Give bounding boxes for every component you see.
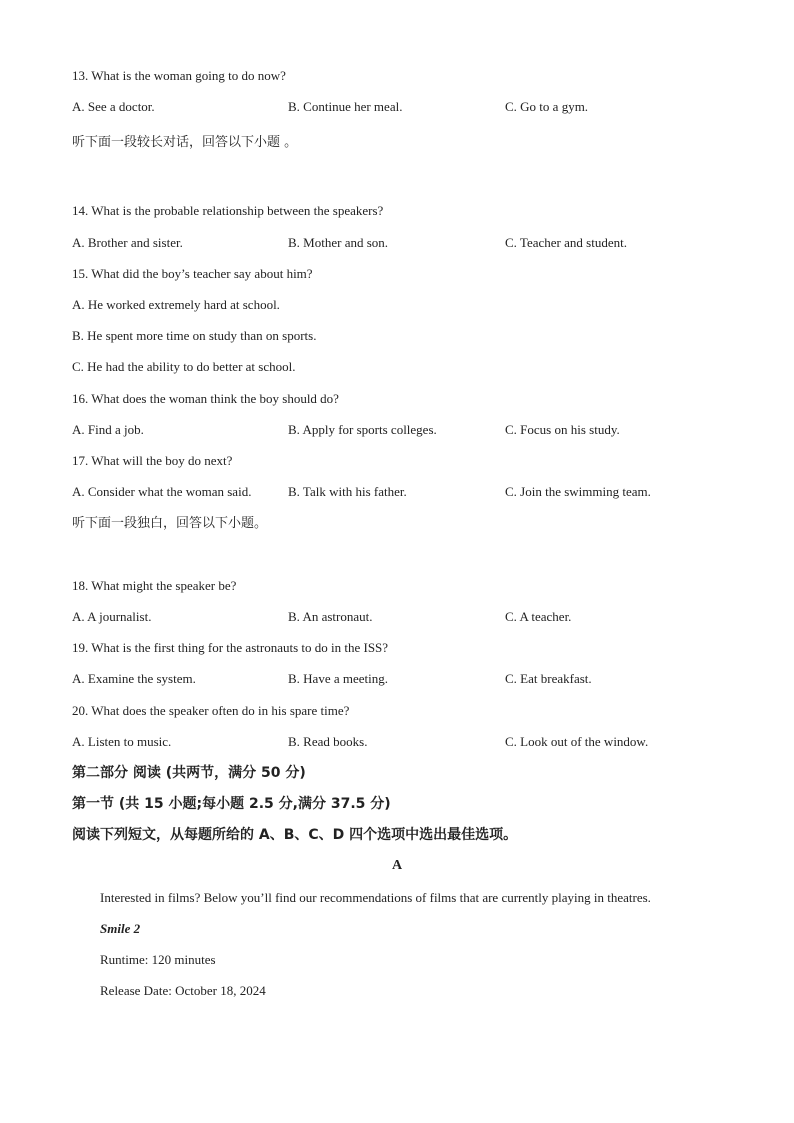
question-14-stem: 14. What is the probable relationship between the speakers? [72,203,384,218]
reading-instruction: 阅读下列短文，从每题所给的 A、B、C、D 四个选项中选出最佳选项。 [72,827,518,843]
instruction-monologue: 听下面一段独白，回答以下小题。 [72,516,268,531]
question-16-option-b: B. Apply for sports colleges. [288,422,437,437]
question-13-option-b: B. Continue her meal. [288,99,403,114]
film-runtime: Runtime: 120 minutes [100,952,216,967]
question-19-option-a: A. Examine the system. [72,671,196,686]
question-18-option-a: A. A journalist. [72,609,152,624]
film-release-date: Release Date: October 18, 2024 [100,983,266,998]
question-14-option-c: C. Teacher and student. [505,235,627,250]
section-one-heading: 第一节 (共 15 小题;每小题 2.5 分,满分 37.5 分) [72,796,391,812]
question-17-option-a: A. Consider what the woman said. [72,484,252,499]
question-15-option-c: C. He had the ability to do better at school. [72,359,296,374]
film-title: Smile 2 [100,921,141,936]
question-20-option-c: C. Look out of the window. [505,734,649,749]
question-17-stem: 17. What will the boy do next? [72,453,233,468]
question-15-stem: 15. What did the boy’s teacher say about him? [72,266,313,281]
part-two-heading: 第二部分 阅读 (共两节，满分 50 分) [72,765,306,781]
question-16-stem: 16. What does the woman think the boy should do? [72,391,339,406]
question-16-option-c: C. Focus on his study. [505,422,620,437]
passage-intro: Interested in films? Below you’ll find our recommendations of films that are currently playing in theatres. [100,890,651,905]
question-15-option-a: A. He worked extremely hard at school. [72,297,280,312]
passage-label: A [391,858,403,873]
question-13-option-a: A. See a doctor. [72,99,155,114]
question-17-option-c: C. Join the swimming team. [505,484,651,499]
question-19-option-b: B. Have a meeting. [288,671,388,686]
question-13-option-c: C. Go to a gym. [505,99,589,114]
question-18-stem: 18. What might the speaker be? [72,578,237,593]
question-14-option-b: B. Mother and son. [288,235,389,250]
question-17-option-b: B. Talk with his father. [288,484,407,499]
question-19-option-c: C. Eat breakfast. [505,671,592,686]
question-14-option-a: A. Brother and sister. [72,235,183,250]
question-20-stem: 20. What does the speaker often do in his spare time? [72,703,350,718]
question-19-stem: 19. What is the first thing for the astronauts to do in the ISS? [72,640,389,655]
question-20-option-b: B. Read books. [288,734,368,749]
question-13-stem: 13. What is the woman going to do now? [72,68,286,83]
question-16-option-a: A. Find a job. [72,422,144,437]
question-18-option-c: C. A teacher. [505,609,572,624]
question-20-option-a: A. Listen to music. [72,734,172,749]
instruction-long-dialogue: 听下面一段较长对话，回答以下小题 。 [72,135,298,150]
question-15-option-b: B. He spent more time on study than on sports. [72,328,317,343]
question-18-option-b: B. An astronaut. [288,609,373,624]
